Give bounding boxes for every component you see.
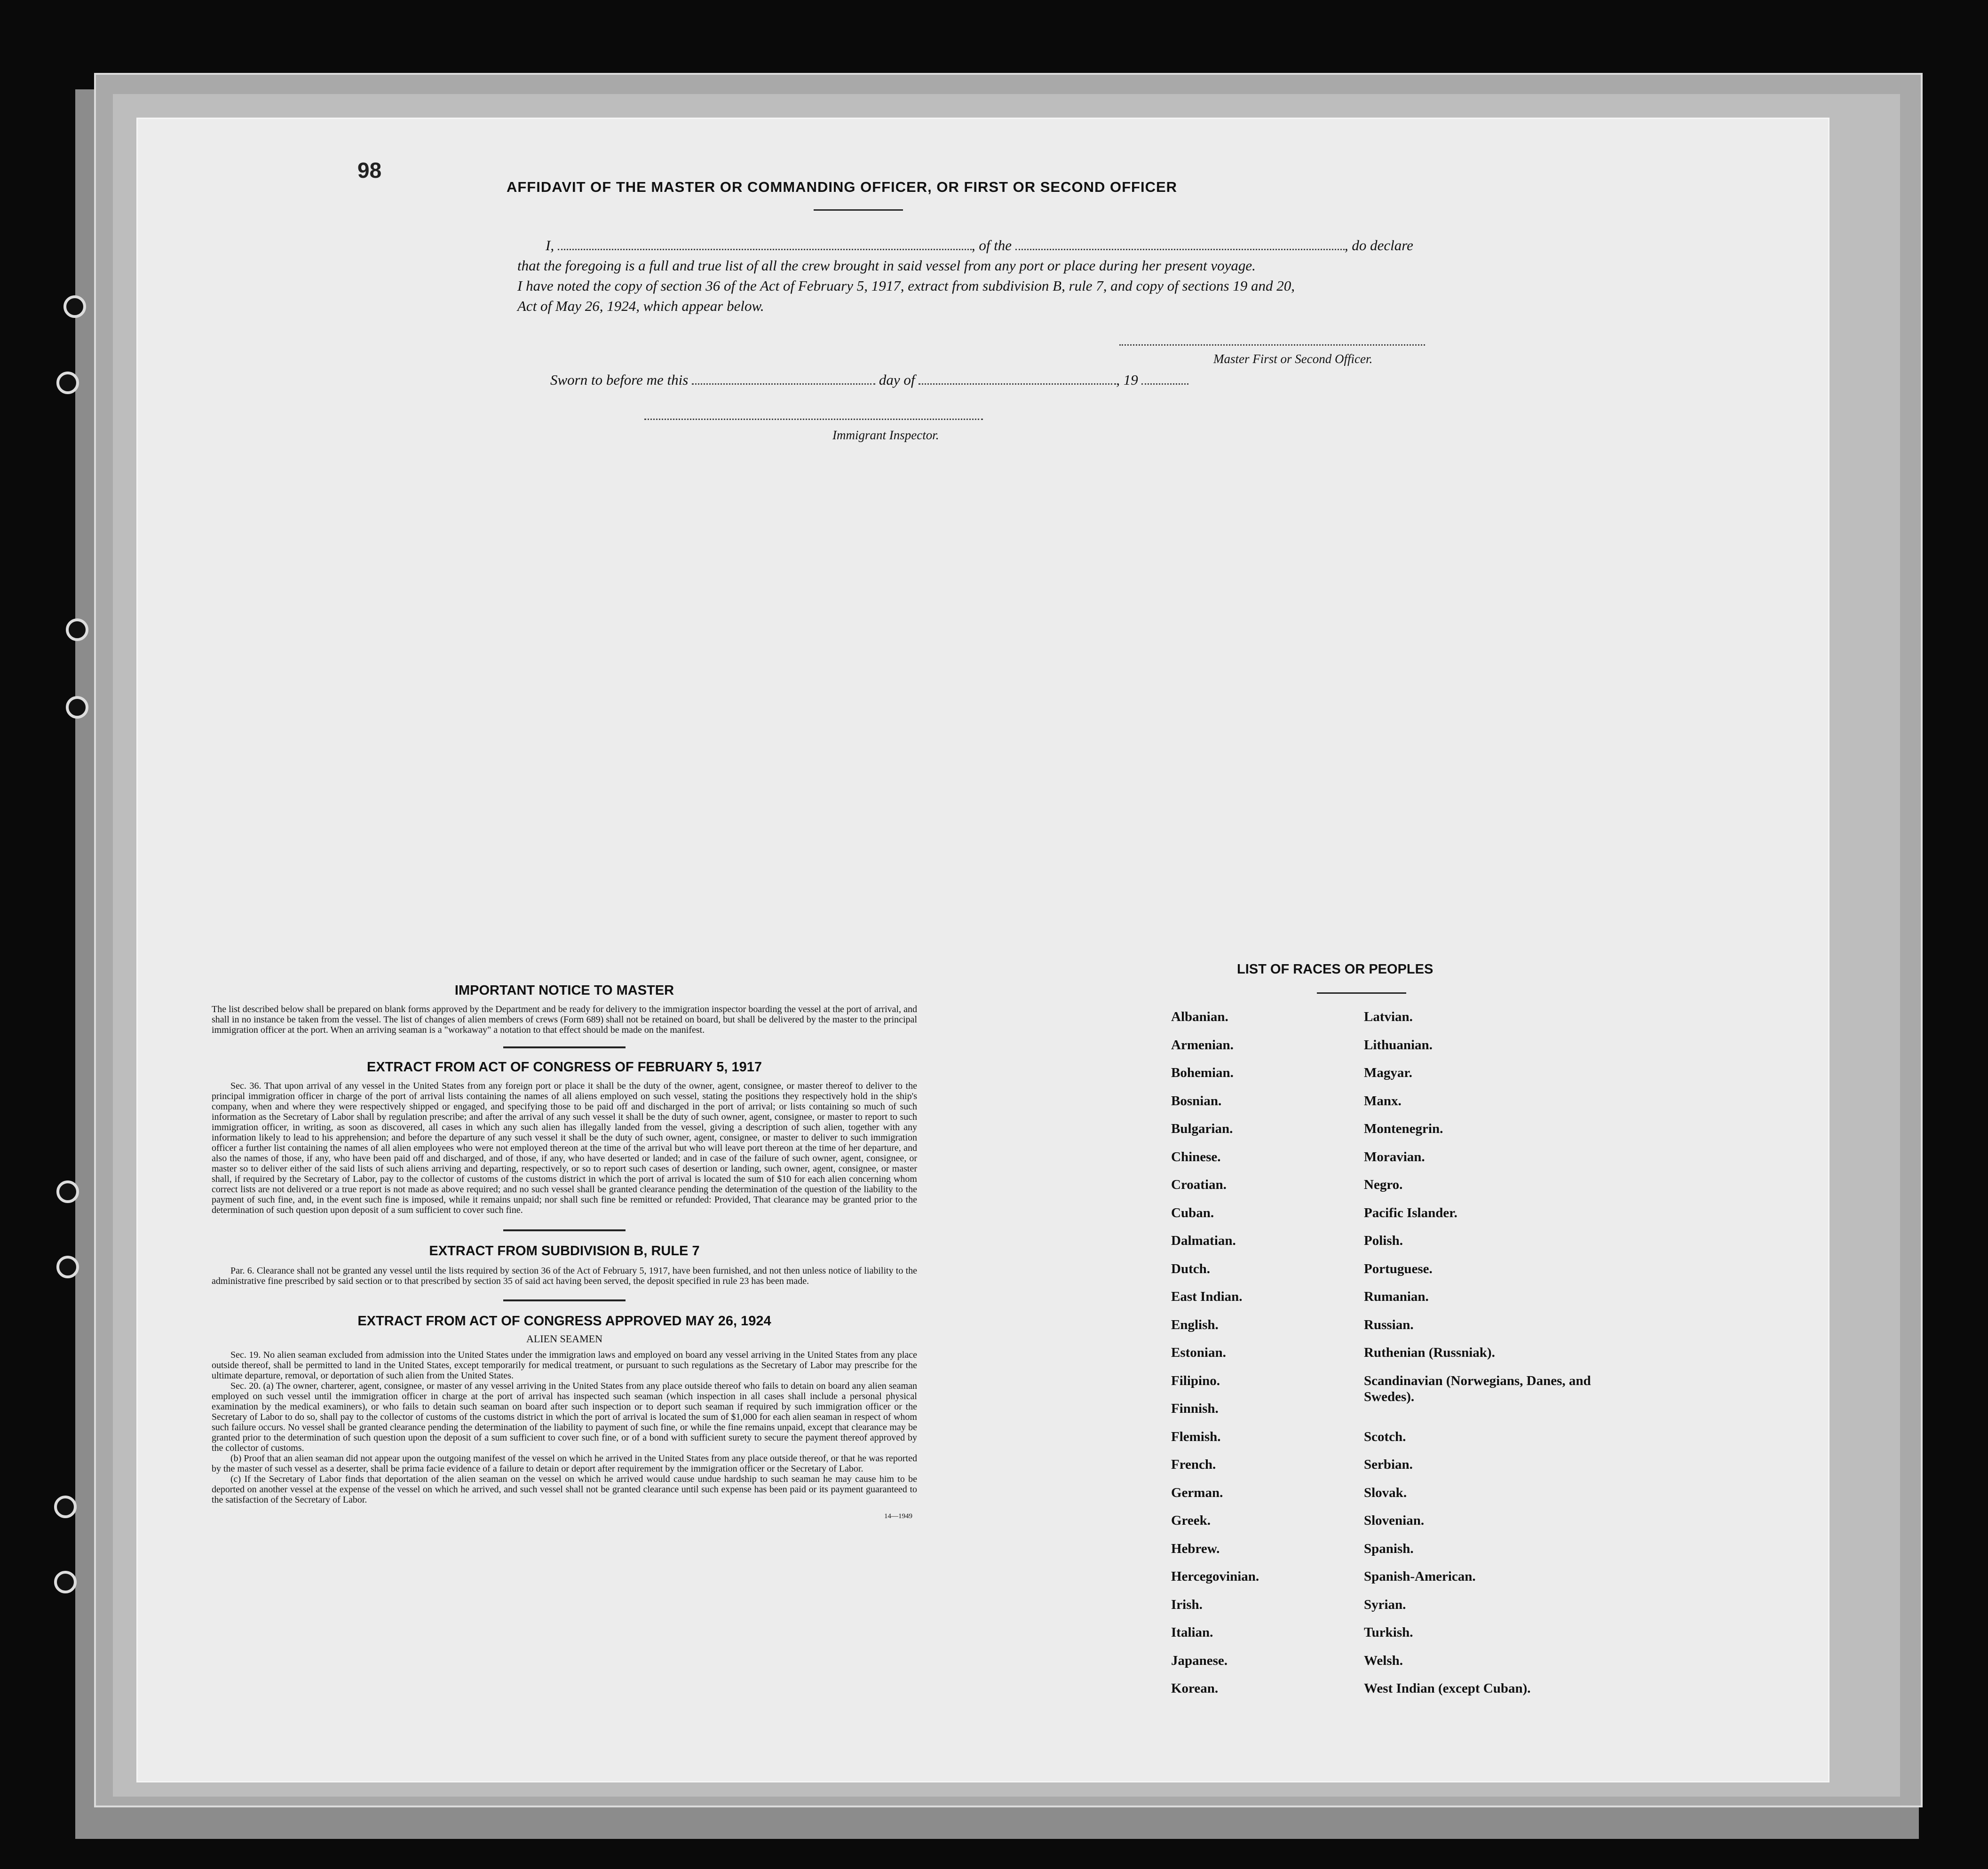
notice-text: The list described below shall be prepared on blank forms approved by the Department and be ready for delivery to the immigration inspector boarding the vessel at the port of arrival, and shall in no instance be taken from the vessel. The list of changes of alien members of crews (Form 689) shall not be retained on board, but shall be delivered by the master to the principal immigration officer at the port. When an arriving seaman is a "workaway" a notation to that effect should be made on the manifest.	[212, 1004, 917, 1035]
race-item: Turkish.	[1364, 1625, 1413, 1640]
race-item: Lithuanian.	[1364, 1037, 1433, 1053]
sworn-text: day of	[879, 372, 915, 388]
race-item: Dalmatian.	[1171, 1233, 1236, 1248]
race-item: Estonian.	[1171, 1345, 1226, 1360]
race-item: Serbian.	[1364, 1457, 1413, 1472]
race-item: Italian.	[1171, 1625, 1213, 1640]
race-item: Polish.	[1364, 1233, 1403, 1248]
declaration-line: Act of May 26, 1924, which appear below.	[517, 298, 764, 314]
alien-seamen-subheading: ALIEN SEAMEN	[526, 1333, 602, 1345]
race-item: Japanese.	[1171, 1653, 1228, 1668]
race-item: Pacific Islander.	[1364, 1205, 1457, 1220]
vessel-field[interactable]	[1015, 249, 1345, 250]
notice-heading: IMPORTANT NOTICE TO MASTER	[454, 983, 674, 998]
race-item: Hebrew.	[1171, 1541, 1220, 1556]
sworn-day-field[interactable]	[692, 383, 875, 385]
binder-hole	[63, 295, 86, 318]
race-item: Bosnian.	[1171, 1093, 1222, 1109]
binder-hole	[66, 618, 88, 641]
race-item: Armenian.	[1171, 1037, 1234, 1053]
race-item: Hercegovinian.	[1171, 1569, 1259, 1584]
binder-hole	[54, 1571, 77, 1593]
race-item: French.	[1171, 1457, 1216, 1472]
sworn-month-field[interactable]	[919, 383, 1116, 385]
inspector-caption: Immigrant Inspector.	[832, 428, 939, 442]
race-item: Greek.	[1171, 1513, 1211, 1528]
section-rule	[503, 1299, 626, 1301]
race-item: English.	[1171, 1317, 1219, 1332]
race-item: Albanian.	[1171, 1009, 1228, 1024]
binder-hole	[66, 696, 88, 719]
sworn-text: Sworn to before me this	[550, 372, 689, 388]
race-item: Flemish.	[1171, 1429, 1221, 1444]
declaration-line: that the foregoing is a full and true list of all the crew brought in said vessel from any port or place during her present voyage.	[517, 257, 1256, 274]
race-item: Scotch.	[1364, 1429, 1406, 1444]
section-rule	[503, 1046, 626, 1048]
race-item: Montenegrin.	[1364, 1121, 1443, 1136]
race-item: East Indian.	[1171, 1289, 1243, 1304]
race-item: Negro.	[1364, 1177, 1403, 1192]
officer-signature-field[interactable]	[1119, 344, 1425, 346]
affidavit-heading: AFFIDAVIT OF THE MASTER OR COMMANDING OFFICER, OR FIRST OR SECOND OFFICER	[506, 179, 1178, 195]
race-item: Spanish-American.	[1364, 1569, 1476, 1584]
legal-column	[198, 983, 931, 1521]
extract-1924-heading: EXTRACT FROM ACT OF CONGRESS APPROVED MAY 26, 1924	[357, 1314, 771, 1329]
race-item: Latvian.	[1364, 1009, 1413, 1024]
declaration-text: I,	[546, 237, 554, 253]
extract-1917-text: Sec. 36. That upon arrival of any vessel in the United States from any foreign port or place it shall be the duty of the owner, agent, consignee, or master thereof to deliver to the principal immigration officer in charge of the port of arrival lists containing the names of all aliens employed on such vessel, stating the positions they respectively hold in the ship's company, when and where they were respectively shipped or engaged, and specifying those to be paid off and discharged in the port of arrival; or lists containing so much of such information as the Secretary of Labor shall by regulation prescribe; and after the arrival of any such vessel it shall be the duty of such owner, agent, consignee, or master to report to such immigration officer, in writing, as soon as discovered, all cases in which any such alien has illegally landed from the vessel, giving a description of such alien, together with any information likely to lead to his apprehension; and before the departure of any such vessel it shall be the duty of such owner, agent, consignee, or master to deliver to such immigration officer a further list containing the names of all alien employees who were not employed thereon at the time of the arrival but who will leave port thereon at the time of her departure, and also the names of those, if any, who have been paid off and discharged, and of those, if any, who have deserted or landed; and in case of the failure of such owner, agent, consignee, or master so to deliver either of the said lists of such aliens arriving and departing, respectively, or so to report such cases of desertion or landing, such owner, agent, consignee, or master shall, if required by the Secretary of Labor, pay to the collector of customs of the customs district in which the port of arrival is located the sum of $10 for each alien concerning whom correct lists are not delivered or a true report is not made as above required; and no such vessel shall be granted clearance pending the determination of the question of the liability to the payment of such fine, and, in the event such fine is imposed, while it remains unpaid; nor shall such fine be remitted or refunded: Provided, That clearance may be granted prior to the determination of such question upon deposit of a sum sufficient to cover such fine.	[212, 1081, 917, 1215]
race-item: Russian.	[1364, 1317, 1414, 1332]
race-item: Scandinavian (Norwegians, Danes, and Swedes).	[1364, 1373, 1591, 1404]
sworn-line	[550, 372, 1188, 388]
race-item: Bulgarian.	[1171, 1121, 1233, 1136]
form-page	[136, 118, 1830, 1782]
heading-rule	[814, 209, 903, 211]
sec-20c-text: (c) If the Secretary of Labor finds that deportation of the alien seaman on the vessel on which he arrived would cause undue hardship to such seaman he may cause him to be deported on another vessel at the expense of the vessel on which he arrived, and such vessel shall not be granted clearance until such expense has been paid or its payment guaranteed to the satisfaction of the Secretary of Labor.	[212, 1474, 917, 1505]
race-item: Filipino.	[1171, 1373, 1220, 1388]
heading-rule	[1317, 992, 1406, 994]
race-item: Croatian.	[1171, 1177, 1227, 1192]
race-item: Spanish.	[1364, 1541, 1414, 1556]
sec-20a-text: Sec. 20. (a) The owner, charterer, agent, consignee, or master of any vessel arriving in the United States from any place outside thereof who fails to detain on board any alien seaman employed on such vessel until the immigration officer in charge at the port of arrival has inspected such seaman (which inspection in all cases shall include a personal physical examination by the medical examiners), or who fails to detain such seaman on board after such inspection or to deport such seaman if required by such immigration officer or the Secretary of Labor to do so, shall pay to the collector of customs of the customs district in which the port of arrival is located the sum of $1,000 for each alien seaman in respect of whom such failure occurs. No vessel shall be granted clearance pending the determination of the liability to payment of such fine, or while the fine remains unpaid, except that clearance may be granted prior to the determination of such question upon the deposit of a sum sufficient to cover such fine, or of a bond with sufficient surety to secure the payment thereof approved by the collector of customs.	[212, 1381, 917, 1453]
subdivision-b-text: Par. 6. Clearance shall not be granted any vessel until the lists required by section 36 of the Act of February 5, 1917, have been furnished, and not then unless notice of liability to the administrative fine prescribed by said section or to that prescribed by section 35 of said act having been served, the deposit specified in rule 23 has been made.	[212, 1266, 917, 1286]
affidavit-body	[517, 235, 1590, 316]
declaration-text: , do declare	[1344, 237, 1413, 253]
races-list-right	[1364, 1009, 1599, 1709]
sworn-year-field[interactable]	[1141, 383, 1188, 385]
race-item: Syrian.	[1364, 1597, 1406, 1612]
race-item: Slovak.	[1364, 1485, 1407, 1500]
race-item: Rumanian.	[1364, 1289, 1429, 1304]
race-item: Finnish.	[1171, 1401, 1219, 1416]
officer-signature-caption: Master First or Second Officer.	[1213, 352, 1373, 366]
binder-hole	[56, 1180, 79, 1203]
binder-hole	[56, 1256, 79, 1278]
section-rule	[503, 1229, 626, 1231]
inspector-signature-field[interactable]	[644, 419, 983, 420]
race-item: Moravian.	[1364, 1149, 1425, 1164]
declaration-line: I have noted the copy of section 36 of the Act of February 5, 1917, extract from subdivision B, rule 7, and copy of sections 19 and 20,	[517, 277, 1295, 294]
races-list-left	[1171, 1009, 1359, 1709]
sec-20b-text: (b) Proof that an alien seaman did not appear upon the outgoing manifest of the vessel on which he arrived in the United States from any place outside thereof, or that he was reported by the master of such vessel as a deserter, shall be prima facie evidence of a failure to detain or deport after requirement by the immigration officer or the Secretary of Labor.	[212, 1453, 917, 1474]
race-item: Slovenian.	[1364, 1513, 1425, 1528]
race-item: Bohemian.	[1171, 1065, 1234, 1080]
subdivision-b-heading: EXTRACT FROM SUBDIVISION B, RULE 7	[429, 1243, 700, 1259]
sworn-text: , 19	[1116, 372, 1138, 388]
form-number: 14—1949	[884, 1513, 912, 1520]
declaration-line	[517, 235, 1590, 255]
race-item: Dutch.	[1171, 1261, 1210, 1276]
extract-1917-heading: EXTRACT FROM ACT OF CONGRESS OF FEBRUARY 5, 1917	[366, 1060, 762, 1075]
race-item: Korean.	[1171, 1681, 1219, 1696]
margin-mark: 98	[357, 158, 382, 182]
race-item: Ruthenian (Russniak).	[1364, 1345, 1495, 1360]
race-item: Manx.	[1364, 1093, 1402, 1109]
declaration-text: , of the	[971, 237, 1012, 253]
race-item: Welsh.	[1364, 1653, 1403, 1668]
sec-19-text: Sec. 19. No alien seaman excluded from admission into the United States under the immigration laws and employed on board any vessel arriving in the United States from any place outside thereof, shall be permitted to land in the United States, except temporarily for medical treatment, or pursuant to such regulations as the Secretary of Labor may prescribe for the ultimate departure, removal, or deportation of such alien from the United States.	[212, 1350, 917, 1381]
race-item: Irish.	[1171, 1597, 1203, 1612]
binder-hole	[54, 1496, 77, 1518]
binder-hole	[56, 372, 79, 394]
race-item: Portuguese.	[1364, 1261, 1433, 1276]
name-field[interactable]	[558, 249, 972, 250]
race-item: German.	[1171, 1485, 1223, 1500]
races-heading: LIST OF RACES OR PEOPLES	[1237, 962, 1434, 977]
race-item: Chinese.	[1171, 1149, 1221, 1164]
race-item: Cuban.	[1171, 1205, 1214, 1220]
race-item: West Indian (except Cuban).	[1364, 1681, 1531, 1696]
race-item: Magyar.	[1364, 1065, 1412, 1080]
